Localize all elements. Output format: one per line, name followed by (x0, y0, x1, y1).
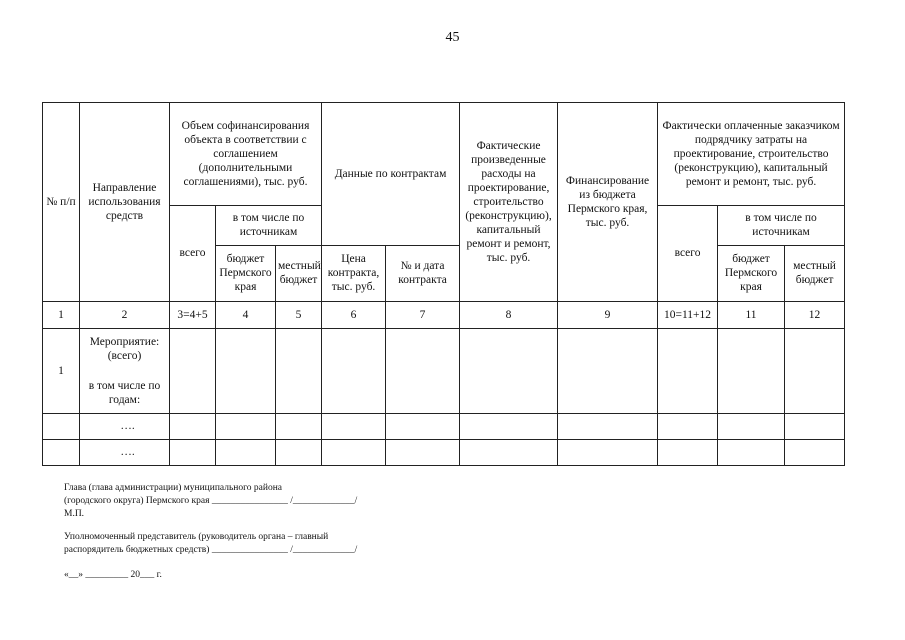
data-cell[interactable] (558, 413, 658, 439)
data-cell[interactable] (558, 439, 658, 465)
data-cell[interactable] (658, 413, 718, 439)
stamp-label: М.П. (64, 508, 85, 519)
table-row (43, 439, 845, 465)
report-table (42, 102, 845, 466)
data-cell[interactable] (216, 439, 276, 465)
event-title: Мероприятие: (всего) (89, 335, 160, 362)
data-cell[interactable] (460, 329, 558, 413)
representative-signature-block (64, 531, 357, 557)
header-actual-paid: Фактически оплаченные заказчиком подрядчику затраты на проектирование, строительство (реконструкцию), капитальный ремонт и ремонт, тыс. руб. (658, 103, 845, 206)
data-cell[interactable] (386, 413, 460, 439)
row-number (43, 413, 80, 439)
data-cell[interactable] (322, 329, 386, 413)
row-number (43, 439, 80, 465)
data-cell[interactable] (785, 439, 845, 465)
header-paid-regional-budget: бюджет Пермского края (718, 245, 785, 301)
column-number: 5 (276, 302, 322, 329)
header-paid-local-budget: местный бюджет (785, 245, 845, 301)
header-cof-regional-budget: бюджет Пермского края (216, 245, 276, 301)
header-direction: Направление использования средств (80, 103, 170, 302)
data-cell[interactable] (322, 439, 386, 465)
data-cell[interactable] (276, 439, 322, 465)
data-cell[interactable] (718, 413, 785, 439)
data-cell[interactable] (558, 329, 658, 413)
date-line: «__» _________ 20___ г. (64, 570, 162, 580)
header-contracts: Данные по контрактам (322, 103, 460, 246)
page-number: 45 (445, 30, 460, 45)
data-cell[interactable] (718, 329, 785, 413)
header-paid-total: всего (658, 205, 718, 302)
data-cell[interactable] (170, 439, 216, 465)
column-number: 10=11+12 (658, 302, 718, 329)
header-row-1 (43, 103, 845, 206)
data-cell[interactable] (386, 439, 460, 465)
header-regional-financing: Финансирование из бюджета Пермского края, тыс. руб. (558, 103, 658, 302)
data-cell[interactable] (170, 329, 216, 413)
data-cell[interactable] (658, 329, 718, 413)
data-cell[interactable] (276, 413, 322, 439)
header-cof-sources: в том числе по источникам (216, 205, 322, 245)
representative-signature-line: распорядитель бюджетных средств) ________________ /_____________/ (64, 544, 358, 555)
column-number: 9 (558, 302, 658, 329)
column-number: 4 (216, 302, 276, 329)
header-actual-expenses: Фактические произведенные расходы на проектирование, строительство (реконструкцию), капитальный ремонт и ремонт, тыс. руб. (460, 103, 558, 302)
column-number: 7 (386, 302, 460, 329)
column-numbers-row (43, 302, 845, 329)
header-contract-number-date: № и дата контракта (386, 245, 460, 301)
column-number: 2 (80, 302, 170, 329)
data-cell[interactable] (460, 439, 558, 465)
data-cell[interactable] (216, 413, 276, 439)
head-title-line: Глава (глава администрации) муниципального района (64, 483, 283, 493)
header-cofinancing: Объем софинансирования объекта в соответствии с соглашением (дополнительными соглашениями), тыс. руб. (170, 103, 322, 206)
data-cell[interactable] (170, 413, 216, 439)
event-by-years: в том числе по годам: (88, 379, 161, 406)
header-number: № п/п (43, 103, 80, 302)
column-number: 1 (43, 302, 80, 329)
table-row (43, 329, 845, 413)
event-cell (80, 329, 170, 413)
column-number: 8 (460, 302, 558, 329)
representative-title-line: Уполномоченный представитель (руководитель органа – главный (64, 532, 329, 542)
data-cell[interactable] (460, 413, 558, 439)
event-cell: …. (80, 439, 170, 465)
column-number: 12 (785, 302, 845, 329)
header-contract-price: Цена контракта, тыс. руб. (322, 245, 386, 301)
event-cell: …. (80, 413, 170, 439)
data-cell[interactable] (785, 413, 845, 439)
column-number: 6 (322, 302, 386, 329)
header-paid-sources: в том числе по источникам (718, 205, 845, 245)
data-cell[interactable] (216, 329, 276, 413)
column-number: 11 (718, 302, 785, 329)
column-number: 3=4+5 (170, 302, 216, 329)
head-signature-line: (городского округа) Пермского края ________________ /_____________/ (64, 495, 358, 506)
data-cell[interactable] (386, 329, 460, 413)
table-row (43, 413, 845, 439)
data-cell[interactable] (718, 439, 785, 465)
data-cell[interactable] (276, 329, 322, 413)
head-signature-block (64, 482, 357, 520)
row-number: 1 (43, 329, 80, 413)
data-cell[interactable] (658, 439, 718, 465)
data-cell[interactable] (322, 413, 386, 439)
header-cof-total: всего (170, 205, 216, 302)
data-cell[interactable] (785, 329, 845, 413)
header-cof-local-budget: местный бюджет (276, 245, 322, 301)
